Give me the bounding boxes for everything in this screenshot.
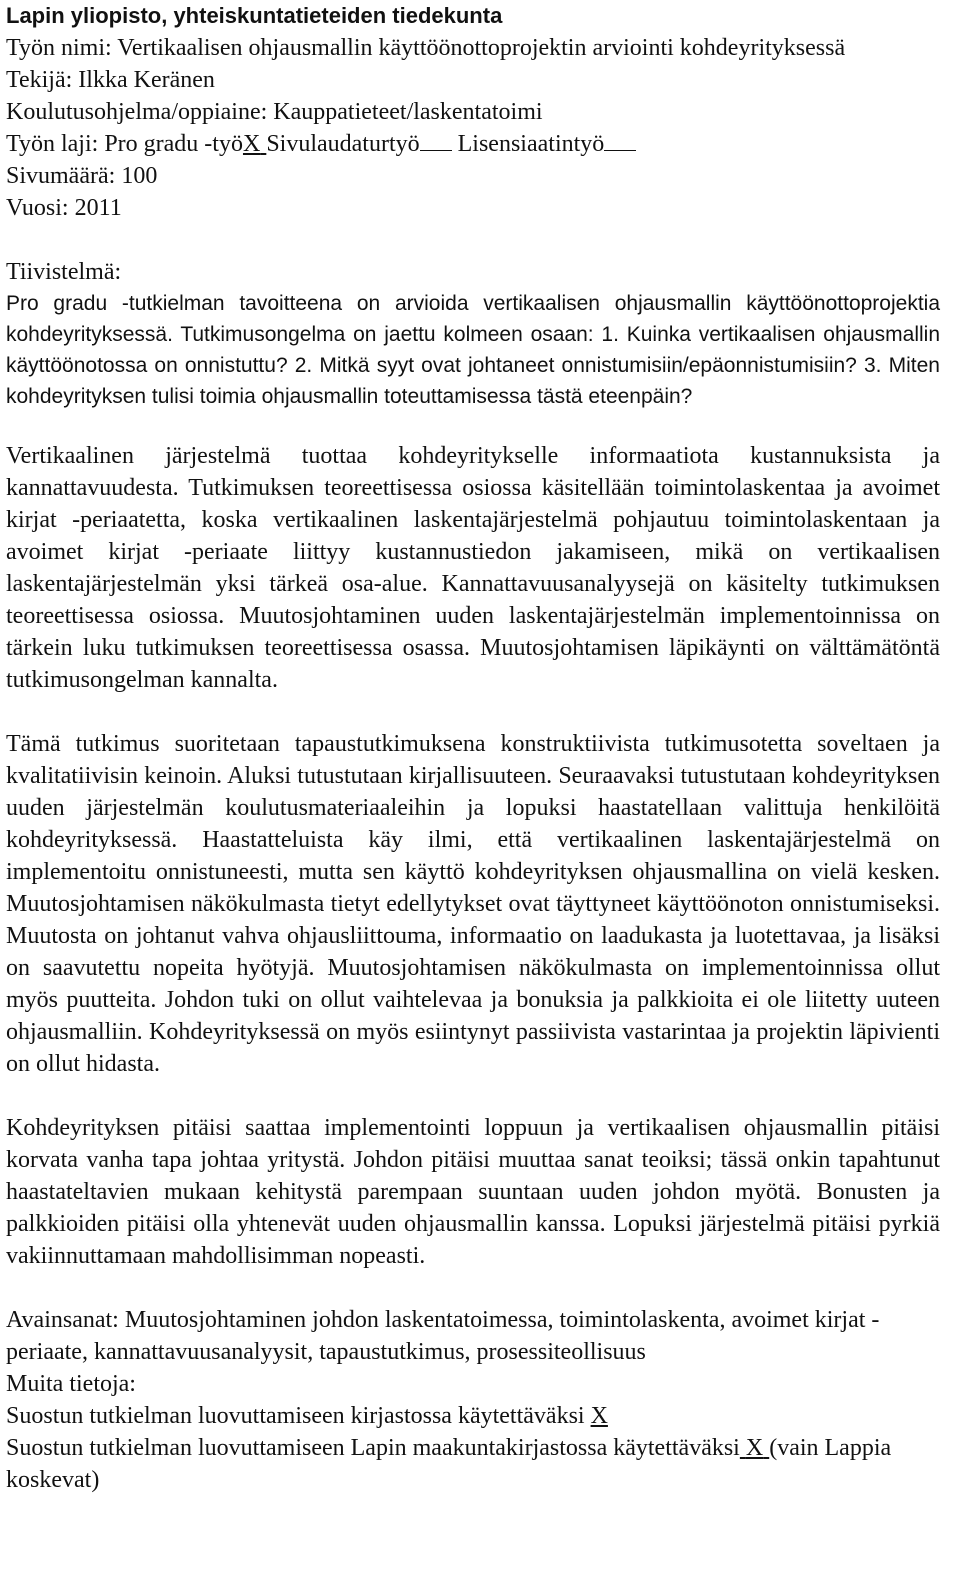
program-line [6,96,940,128]
abstract-intro: Pro gradu -tutkielman tavoitteena on arvioida vertikaalisen ohjausmallin käyttöönottoprojektia kohdeyrityksessä. Tutkimusongelma on jaettu kolmeen osaan: 1. Kuinka vertikaalisen ohjausmallin käyttöönotossa on onnistuttu? 2. Mitkä syyt ovat johtaneet onnistumisiin/epäonnistumisiin? 3. Miten kohdeyrityksen tulisi toimia ohjausmallin toteuttamisessa tästä eteenpäin? [6,292,940,408]
pages-line [6,160,940,192]
consent-library-mark: X [590,1403,608,1429]
consent-library-text: Suostun tutkielman luovuttamiseen kirjastossa käytettäväksi [6,1403,585,1429]
sivulaudatur-blank [420,128,452,151]
work-type-gradu-mark: X [242,131,261,157]
abstract-paragraph-3: Tämä tutkimus suoritetaan tapaustutkimuksena konstruktiivista tutkimusotetta soveltaen ja kvalitatiivisin keinoin. Aluksi tutustutaan kirjallisuuteen. Seuraavaksi tutustutaan kohdeyrityksen uuden järjestelmän koulutusmateriaaleihin ja lopuksi haastatellaan valittuja henkilöitä kohdeyrityksessä. Haastatteluista käy ilmi, että vertikaalinen laskentajärjestelmä on implementoitu onnistuneesti, mutta sen käyttö kohdeyrityksen ohjausmallina on vielä kesken. Muutosjohtamisen näkökulmasta tietyt edellytykset ovat täyttyneet käyttöönoton onnistumiseksi. Muutosta on johtanut vahva ohjausliittouma, informaatio on laadukasta ja luotettavaa, ja lisäksi on saavutettu nopeita hyötyjä. Muutosjohtamisen näkökulmasta on implementoinnissa ollut myös puutteita. Johdon tuki on ollut vaihtelevaa ja bonuksia ja palkkioita ei ole liitetty uuteen ohjausmalliin. Kohdeyrityksessä on myös esiintynyt passiivista vastarintaa ja projektin läpivienti on ollut hidasta. [6,731,940,1077]
author-name: Ilkka Keränen [78,67,215,93]
year-label: Vuosi: [6,195,69,221]
work-title-label: Työn nimi: [6,35,112,61]
consent-library-line [6,1400,940,1432]
keywords-value: Muutosjohtaminen johdon laskentatoimessa, toimintolaskenta, avoimet kirjat -periaate, kannattavuusanalyysit, tapaustutkimus, prosessiteollisuus [6,1307,880,1365]
other-info-label: Muita tietoja: [6,1371,136,1397]
work-type-lisensiaatti: Lisensiaatintyö [457,131,605,157]
lisensiaatti-blank [604,128,636,151]
work-title: Vertikaalisen ohjausmallin käyttöönottoprojektin arviointi kohdeyrityksessä [117,35,846,61]
keywords-label: Avainsanat: [6,1307,119,1333]
thesis-abstract-page [6,0,940,1496]
spacer [6,412,940,440]
work-type-sivulaudatur: Sivulaudaturtyö [266,131,420,157]
pages-value: 100 [121,163,158,189]
year-value: 2011 [74,195,122,221]
university-heading: Lapin yliopisto, yhteiskuntatieteiden tiedekunta [6,3,503,28]
work-type-label: Työn laji: [6,131,99,157]
pages-label: Sivumäärä: [6,163,116,189]
program-label: Koulutusohjelma/oppiaine: [6,99,268,125]
spacer [6,1272,940,1304]
spacer [6,1080,940,1112]
consent-lapin-note: (vain Lappia koskevat) [6,1435,892,1493]
work-title-line [6,32,940,64]
spacer [6,224,940,256]
work-type-line [6,128,940,160]
author-line [6,64,940,96]
spacer [6,696,940,728]
year-line [6,192,940,224]
abstract-label: Tiivistelmä: [6,259,122,285]
consent-lapin-text: Suostun tutkielman luovuttamiseen Lapin maakuntakirjastossa käytettäväksi [6,1435,740,1461]
keywords-line [6,1304,940,1368]
program-name: Kauppatieteet/laskentatoimi [273,99,543,125]
author-label: Tekijä: [6,67,73,93]
consent-lapin-mark: X [745,1435,764,1461]
consent-lapin-line [6,1432,940,1496]
abstract-paragraph-2: Vertikaalinen järjestelmä tuottaa kohdeyritykselle informaatiota kustannuksista ja kannattavuudesta. Tutkimuksen teoreettisessa osiossa käsitellään toimintolaskentaa ja avoimet kirjat -periaatetta, koska vertikaalinen laskentajärjestelmä pohjautuu toimintolaskentaan ja avoimet kirjat -periaate liittyy kustannustiedon jakamiseen, mikä on vertikaalisen laskentajärjestelmän yksi tärkeä osa-alue. Kannattavuusanalyysejä on käsitelty tutkimuksen teoreettisessa osiossa. Muutosjohtaminen uuden laskentajärjestelmän implementoinnissa on tärkein luku tutkimuksen teoreettisessa osassa. Muutosjohtamisen läpikäynti on välttämätöntä tutkimusongelman kannalta. [6,443,940,693]
abstract-paragraph-4: Kohdeyrityksen pitäisi saattaa implementointi loppuun ja vertikaalisen ohjausmallin pitäisi korvata vanha tapa johtaa yritystä. Johdon pitäisi muuttaa sanat teoiksi; tässä onkin tapahtunut haastateltavien mukaan kehitystä parempaan suuntaan uuden johdon myötä. Bonusten ja palkkioiden pitäisi olla yhtenevät uuden ohjausmallin kanssa. Lopuksi järjestelmä pitäisi pyrkiä vakiinnuttamaan mahdollisimman nopeasti. [6,1115,940,1269]
work-type-gradu: Pro gradu -työ [104,131,243,157]
